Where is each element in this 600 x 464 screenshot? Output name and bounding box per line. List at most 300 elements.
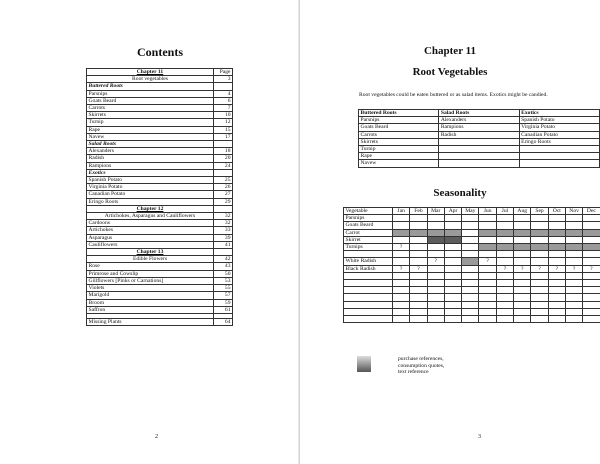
seasonality-table	[343, 207, 600, 323]
category-cell: Navew	[359, 160, 439, 167]
month-cell	[514, 308, 531, 315]
toc-chapter-row	[87, 69, 233, 76]
month-cell	[548, 222, 565, 229]
category-cell	[519, 146, 599, 153]
seasonality-row	[344, 244, 600, 251]
toc-entry-label: Rape	[87, 126, 214, 133]
toc-row	[87, 126, 233, 133]
toc-entry-page: 32	[214, 213, 233, 220]
toc-row	[87, 234, 233, 241]
toc-row	[87, 220, 233, 227]
month-cell	[410, 258, 427, 265]
month-cell	[583, 294, 600, 301]
month-cell	[565, 251, 582, 258]
toc-entry-label: Saffron	[87, 306, 214, 313]
root-categories-table	[358, 109, 600, 168]
toc-entry-label: Missing Plants	[87, 318, 214, 325]
toc-entry-label: Root vegetables	[87, 76, 214, 83]
seasonality-row	[344, 308, 600, 315]
toc-entry-page: 39	[214, 234, 233, 241]
month-cell	[393, 272, 410, 279]
month-header: Aug	[514, 208, 531, 215]
toc-entry-label: Skirrets	[87, 112, 214, 119]
category-header: Salad Roots	[439, 110, 519, 117]
month-cell	[479, 308, 496, 315]
toc-row	[87, 76, 233, 83]
category-cell: Goats Beard	[359, 124, 439, 131]
toc-entry-page	[214, 169, 233, 176]
month-cell	[444, 258, 461, 265]
toc-entry-page: 6	[214, 97, 233, 104]
toc-row	[87, 97, 233, 104]
month-cell	[496, 272, 513, 279]
toc-entry-label: Carrots	[87, 105, 214, 112]
toc-entry-label: Asparagus	[87, 234, 214, 241]
vegetable-column-header: Vegetable	[344, 208, 393, 215]
seasonality-row	[344, 294, 600, 301]
month-cell	[410, 244, 427, 251]
month-cell	[462, 265, 479, 272]
toc-entry-label: Artichokes	[87, 227, 214, 234]
toc-row	[87, 105, 233, 112]
toc-row	[87, 270, 233, 277]
month-cell	[410, 294, 427, 301]
month-cell	[427, 265, 444, 272]
vegetable-name	[344, 301, 393, 308]
toc-entry-label: Primrose and Cowslip	[87, 270, 214, 277]
toc-row	[87, 148, 233, 155]
toc-entry-label: Spanish Potato	[87, 177, 214, 184]
category-cell: Turnip	[359, 146, 439, 153]
month-cell	[410, 287, 427, 294]
month-cell	[583, 272, 600, 279]
month-cell	[565, 244, 582, 251]
toc-chapter-row	[87, 249, 233, 256]
month-header: May	[462, 208, 479, 215]
toc-entry-label: Turnip	[87, 119, 214, 126]
month-cell	[444, 244, 461, 251]
month-cell	[427, 229, 444, 236]
category-cell	[519, 160, 599, 167]
month-cell	[427, 294, 444, 301]
toc-row	[87, 198, 233, 205]
month-cell: ?	[393, 265, 410, 272]
month-cell	[427, 301, 444, 308]
toc-section-row	[87, 141, 233, 148]
category-cell: Radish	[439, 131, 519, 138]
month-cell	[514, 258, 531, 265]
seasonality-row	[344, 215, 600, 222]
category-cell: Rape	[359, 153, 439, 160]
toc-row	[87, 318, 233, 325]
toc-entry-page: 29	[214, 198, 233, 205]
toc-entry-label: Goats Beard	[87, 97, 214, 104]
month-cell	[548, 287, 565, 294]
toc-entry-page: 32	[214, 220, 233, 227]
toc-row	[87, 133, 233, 140]
month-cell	[444, 294, 461, 301]
toc-entry-label: Exotics	[87, 169, 214, 176]
month-cell	[393, 315, 410, 322]
month-cell	[462, 251, 479, 258]
month-cell: ?	[479, 258, 496, 265]
month-cell	[548, 244, 565, 251]
vegetable-name: Carrot	[344, 229, 393, 236]
toc-entry-label: Buttered Roots	[87, 83, 214, 90]
toc-entry-page: 59	[214, 299, 233, 306]
month-cell	[548, 315, 565, 322]
month-cell	[427, 287, 444, 294]
toc-row	[87, 119, 233, 126]
toc-entry-label: Cardoons	[87, 220, 214, 227]
toc-entry-label: Chapter 13	[87, 249, 214, 256]
month-cell	[462, 315, 479, 322]
toc-entry-label: Radish	[87, 155, 214, 162]
toc-row	[87, 306, 233, 313]
category-cell: Spanish Potato	[519, 117, 599, 124]
month-cell	[479, 244, 496, 251]
month-cell	[548, 280, 565, 287]
vegetable-name: Turnips	[344, 244, 393, 251]
vegetable-name: White Radish	[344, 258, 393, 265]
month-cell	[427, 236, 444, 243]
month-cell	[479, 301, 496, 308]
month-cell	[479, 215, 496, 222]
month-cell	[548, 215, 565, 222]
month-cell: ?	[531, 265, 548, 272]
category-row	[359, 131, 600, 138]
vegetable-name	[344, 272, 393, 279]
vegetable-name: Goats Beard	[344, 222, 393, 229]
month-cell: ?	[410, 265, 427, 272]
month-cell	[410, 301, 427, 308]
toc-entry-label: Navew	[87, 133, 214, 140]
toc-row	[87, 155, 233, 162]
month-cell	[583, 236, 600, 243]
month-cell	[479, 222, 496, 229]
toc-entry-page: 4	[214, 90, 233, 97]
legend-item: text reference	[398, 369, 429, 376]
seasonality-row	[344, 222, 600, 229]
month-header: Sep	[531, 208, 548, 215]
month-cell	[514, 215, 531, 222]
month-cell	[565, 308, 582, 315]
month-cell	[462, 287, 479, 294]
month-cell	[479, 272, 496, 279]
toc-entry-page: Page	[214, 69, 233, 76]
toc-entry-page	[214, 205, 233, 212]
month-cell	[479, 229, 496, 236]
seasonality-row	[344, 265, 600, 272]
category-cell: Rampions	[439, 124, 519, 131]
month-cell	[548, 301, 565, 308]
month-cell	[462, 301, 479, 308]
toc-chapter-row	[87, 205, 233, 212]
month-cell	[444, 272, 461, 279]
toc-entry-label: Chapter 12	[87, 205, 214, 212]
toc-row	[87, 263, 233, 270]
toc-entry-label: Rose	[87, 263, 214, 270]
toc-entry-label: Gillflowers [Pinks or Carnations]	[87, 277, 214, 284]
month-cell	[479, 287, 496, 294]
month-header: Jun	[479, 208, 496, 215]
seasonality-row	[344, 280, 600, 287]
category-row	[359, 138, 600, 145]
month-header: Jul	[496, 208, 513, 215]
seasonality-row	[344, 258, 600, 265]
toc-entry-label: Canadian Potato	[87, 191, 214, 198]
month-cell	[496, 294, 513, 301]
toc-section-row	[87, 169, 233, 176]
month-cell	[496, 215, 513, 222]
toc-entry-page: 27	[214, 191, 233, 198]
seasonality-row	[344, 272, 600, 279]
month-cell	[462, 258, 479, 265]
vegetable-name	[344, 315, 393, 322]
toc-entry-label: Virginia Potato	[87, 184, 214, 191]
toc-entry-page: 24	[214, 162, 233, 169]
month-cell	[444, 236, 461, 243]
seasonality-title: Seasonality	[433, 187, 487, 199]
toc-entry-label: Parsnips	[87, 90, 214, 97]
month-cell	[479, 265, 496, 272]
month-cell: ?	[496, 265, 513, 272]
toc-entry-page: 41	[214, 241, 233, 248]
month-cell	[548, 251, 565, 258]
month-cell	[531, 272, 548, 279]
toc-row	[87, 241, 233, 248]
month-cell	[462, 272, 479, 279]
toc-entry-page	[214, 141, 233, 148]
page-number: 3	[478, 434, 481, 440]
toc-entry-label: Edible Flowers	[87, 256, 214, 263]
month-cell	[444, 308, 461, 315]
month-cell	[410, 272, 427, 279]
toc-entry-label: Broom	[87, 299, 214, 306]
month-cell	[444, 251, 461, 258]
toc-row	[87, 177, 233, 184]
month-cell	[565, 280, 582, 287]
month-cell	[496, 280, 513, 287]
month-cell	[565, 229, 582, 236]
toc-entry-page: 33	[214, 227, 233, 234]
month-cell	[531, 315, 548, 322]
toc-row	[87, 213, 233, 220]
month-cell	[427, 215, 444, 222]
toc-entry-label: Alexanders	[87, 148, 214, 155]
toc-row	[87, 227, 233, 234]
month-cell	[393, 301, 410, 308]
toc-row	[87, 277, 233, 284]
month-cell	[514, 280, 531, 287]
category-row	[359, 160, 600, 167]
month-cell	[514, 229, 531, 236]
toc-entry-page: 12	[214, 119, 233, 126]
vegetable-name	[344, 287, 393, 294]
seasonality-row	[344, 229, 600, 236]
month-cell	[393, 229, 410, 236]
category-cell: Skirrets	[359, 138, 439, 145]
month-cell	[496, 315, 513, 322]
chapter-heading: Chapter 11	[423, 45, 477, 57]
month-cell	[427, 315, 444, 322]
category-cell: Canadian Potato	[519, 131, 599, 138]
toc-entry-label: Cauliflowers	[87, 241, 214, 248]
month-cell	[565, 215, 582, 222]
month-cell	[444, 280, 461, 287]
month-cell	[496, 258, 513, 265]
toc-entry-page: 18	[214, 148, 233, 155]
category-row	[359, 117, 600, 124]
month-cell	[444, 265, 461, 272]
toc-section-row	[87, 83, 233, 90]
month-cell	[496, 222, 513, 229]
vegetable-name: Black Radish	[344, 265, 393, 272]
month-cell	[565, 301, 582, 308]
month-cell	[514, 287, 531, 294]
month-cell	[427, 308, 444, 315]
month-cell	[583, 244, 600, 251]
category-row	[359, 153, 600, 160]
month-cell	[531, 294, 548, 301]
month-cell	[565, 258, 582, 265]
month-cell	[496, 244, 513, 251]
month-cell	[479, 236, 496, 243]
month-cell	[565, 315, 582, 322]
category-cell	[439, 138, 519, 145]
month-cell	[548, 294, 565, 301]
month-cell	[531, 236, 548, 243]
month-cell	[462, 294, 479, 301]
month-cell	[514, 301, 531, 308]
month-cell: ?	[565, 265, 582, 272]
toc-entry-page: 25	[214, 177, 233, 184]
month-cell	[410, 308, 427, 315]
month-cell: ?	[393, 244, 410, 251]
month-cell	[531, 244, 548, 251]
month-cell: ?	[427, 258, 444, 265]
intro-text: Root vegetables could be eaten buttered or as salad items. Exotics might be candied.	[359, 92, 548, 98]
toc-entry-label: Salad Roots	[87, 141, 214, 148]
month-cell	[444, 215, 461, 222]
month-header: Nov	[565, 208, 582, 215]
toc-row	[87, 256, 233, 263]
month-cell	[565, 294, 582, 301]
month-cell	[393, 308, 410, 315]
vegetable-name	[344, 308, 393, 315]
toc-entry-label: Rampions	[87, 162, 214, 169]
seasonality-row	[344, 236, 600, 243]
vegetable-name	[344, 280, 393, 287]
month-cell	[479, 294, 496, 301]
contents-title: Contents	[136, 45, 183, 59]
legend-swatch	[357, 356, 371, 372]
month-cell	[393, 251, 410, 258]
month-cell	[565, 236, 582, 243]
toc-entry-label: Marigold	[87, 292, 214, 299]
month-cell	[462, 236, 479, 243]
month-cell	[583, 258, 600, 265]
category-cell: Virginia Potato	[519, 124, 599, 131]
vegetable-name	[344, 294, 393, 301]
month-cell	[393, 222, 410, 229]
toc-row	[87, 285, 233, 292]
month-cell	[531, 280, 548, 287]
month-cell	[583, 301, 600, 308]
toc-row	[87, 162, 233, 169]
month-cell	[514, 236, 531, 243]
seasonality-row	[344, 315, 600, 322]
month-header: Feb	[410, 208, 427, 215]
legend-item: consumption quotes,	[398, 362, 445, 369]
month-cell	[410, 222, 427, 229]
toc-entry-page: 3	[214, 76, 233, 83]
month-cell	[548, 229, 565, 236]
month-cell	[393, 258, 410, 265]
toc-entry-page: 17	[214, 133, 233, 140]
month-cell	[444, 229, 461, 236]
vegetable-name: Skirret	[344, 236, 393, 243]
month-cell	[514, 294, 531, 301]
toc-entry-label: Artichokes, Asparagus and Cauliflowers	[87, 213, 214, 220]
month-cell	[583, 251, 600, 258]
month-cell	[393, 287, 410, 294]
month-cell	[565, 272, 582, 279]
month-cell	[479, 315, 496, 322]
month-cell	[444, 301, 461, 308]
vegetable-name: Parsnips	[344, 215, 393, 222]
month-cell	[548, 272, 565, 279]
month-cell	[496, 308, 513, 315]
month-cell	[548, 308, 565, 315]
seasonality-row	[344, 301, 600, 308]
category-cell	[519, 153, 599, 160]
category-cell: Parsnips	[359, 117, 439, 124]
month-cell	[514, 244, 531, 251]
month-cell	[531, 301, 548, 308]
month-cell	[496, 229, 513, 236]
toc-entry-label: Chapter 11	[87, 69, 214, 76]
month-cell	[565, 222, 582, 229]
month-cell	[583, 308, 600, 315]
month-cell	[514, 222, 531, 229]
month-cell	[583, 315, 600, 322]
toc-entry-page: 43	[214, 263, 233, 270]
month-cell	[393, 280, 410, 287]
month-cell	[583, 287, 600, 294]
legend	[398, 356, 444, 376]
category-cell: Carrots	[359, 131, 439, 138]
month-cell: ?	[548, 265, 565, 272]
category-cell	[439, 153, 519, 160]
month-cell	[427, 222, 444, 229]
month-cell	[462, 215, 479, 222]
toc-entry-page: 7	[214, 105, 233, 112]
month-cell: ?	[514, 265, 531, 272]
month-cell	[531, 308, 548, 315]
month-cell	[462, 222, 479, 229]
month-cell	[427, 244, 444, 251]
contents-table	[86, 68, 233, 326]
month-cell	[548, 258, 565, 265]
month-cell	[531, 229, 548, 236]
month-cell	[444, 222, 461, 229]
month-cell	[514, 251, 531, 258]
toc-entry-page: 26	[214, 184, 233, 191]
month-cell	[479, 251, 496, 258]
month-cell	[496, 251, 513, 258]
month-cell	[583, 215, 600, 222]
